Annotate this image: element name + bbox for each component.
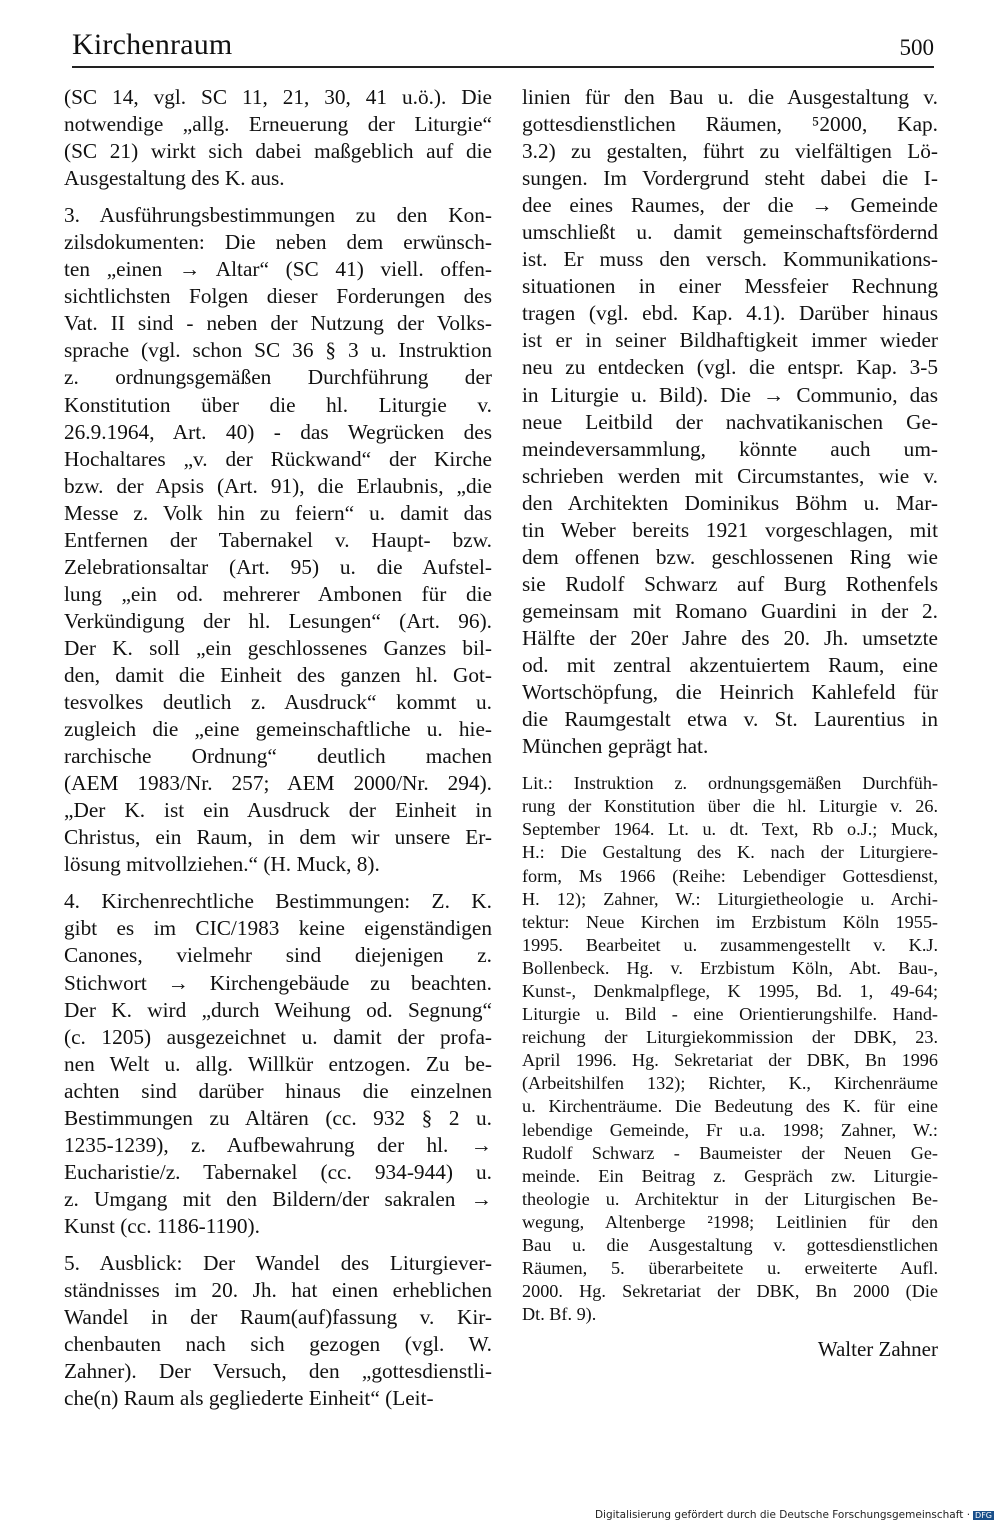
literature-line: 2000. Hg. Sekretariat der DBK, Bn 2000 (Die [522,1281,938,1302]
literature-line: H.: Die Gestaltung des K. nach der Liturgiere- [522,842,938,863]
text-line: gottesdienstlichen Räumen, ⁵2000, Kap. [522,112,938,137]
text-line: situationen in einer Messfeier Rechnung [522,274,938,299]
text-line: dem offenen bzw. geschlossenen Ring wie [522,544,938,569]
text-line: meindeversammlung, könnte auch um- [522,436,938,461]
text-line: Hälfte der 20er Jahre des 20. Jh. umsetzte [522,625,938,650]
text-line: sungen. Im Vordergrund steht dabei die I- [522,166,938,191]
text-line: Der K. wird „durch Weihung od. Segnung“ [64,997,492,1022]
paragraph-gap [64,192,492,202]
literature-line: (Arbeitshilfen 132); Richter, K., Kirchenräume [522,1073,938,1094]
page-number: 500 [899,35,934,60]
text-line: z. Umgang mit den Bildern/der sakralen → [64,1186,492,1211]
text-line: che(n) Raum als gegliederte Einheit“ (Leit- [64,1386,434,1411]
text-line: ist. Er muss den versch. Kommunikations- [522,247,938,272]
text-line: Kunst (cc. 1186-1190). [64,1213,260,1238]
text-line: tin Weber bereits 1921 vorgeschlagen, mit [522,517,938,542]
text-line: sprache (vgl. schon SC 36 § 3 u. Instruktion [64,338,492,363]
paragraph-gap [64,878,492,888]
text-line: (SC 21) wirkt sich dabei maßgeblich auf die [64,139,492,164]
text-line: Christus, ein Raum, in dem wir unsere Er- [64,825,492,850]
left-column [64,84,492,1412]
footer-credit [595,1509,994,1521]
text-line: gemeinsam mit Romano Guardini in der 2. [522,598,938,623]
literature-line: Bollenbeck. Hg. v. Erzbistum Köln, Abt. Bau-, [522,957,938,978]
text-line: linien für den Bau u. die Ausgestaltung v. [522,85,938,109]
right-column-body [522,84,938,760]
literature-line: September 1964. Lt. u. dt. Text, Rb o.J.; Muck, [522,819,938,840]
footer-text: Digitalisierung gefördert durch die Deutsche Forschungsgemeinschaft · [594,1509,971,1521]
text-line: Eucharistie/z. Tabernakel (cc. 934-944) u. [64,1159,492,1184]
text-line: tesvolkes deutlich z. Ausdruck“ kommt u. [64,690,492,715]
text-line: lösung mitvollziehen.“ (H. Muck, 8). [64,852,380,877]
text-line: den Architekten Dominikus Böhm u. Mar- [522,490,938,515]
text-line: umschließt u. damit gemeinschaftsfördernd [522,220,938,245]
text-line: Ausgestaltung des K. aus. [64,166,285,191]
text-line: achten sind darüber hinaus die einzelnen [64,1078,492,1103]
text-line: ten „einen → Altar“ (SC 41) viell. offen- [64,257,492,282]
text-line: notwendige „allg. Erneuerung der Liturgie“ [64,112,492,137]
text-line: chenbauten nach sich gezogen (vgl. W. [64,1332,492,1357]
text-line: Vat. II sind - neben der Nutzung der Volks- [64,311,492,336]
text-line: bzw. der Apsis (Art. 91), die Erlaubnis, „die [64,473,492,498]
text-line: rarchische Ordnung“ deutlich machen [64,744,492,769]
literature-line: meinde. Ein Beitrag z. Gespräch zw. Liturgie- [522,1165,938,1186]
text-line: die Raumgestalt etwa v. St. Laurentius in [522,707,938,732]
literature-line: Kunst-, Denkmalpflege, K 1995, Bd. 1, 49-64; [522,981,938,1002]
text-line: ständnisses im 20. Jh. hat einen erheblichen [64,1278,492,1303]
literature-line: u. Kirchenträume. Die Bedeutung des K. für eine [522,1096,938,1117]
literature-line: April 1996. Hg. Sekretariat der DBK, Bn 1996 [522,1050,938,1071]
literature-line: rung der Konstitution über die hl. Liturgie v. 26. [522,796,938,817]
text-line: sie Rudolf Schwarz auf Burg Rothenfels [522,571,938,596]
text-line: in Liturgie u. Bild). Die → Communio, das [522,382,938,407]
text-line: (SC 14, vgl. SC 11, 21, 30, 41 u.ö.). Die [64,85,492,109]
dfg-badge: DFG [975,1511,992,1520]
text-line: gibt es im CIC/1983 keine eigenständigen [64,916,492,941]
text-line: 26.9.1964, Art. 40) - das Wegrücken des [64,419,492,444]
text-line: „Der K. ist ein Ausdruck der Einheit in [64,798,492,823]
page-title: Kirchenraum [72,28,233,61]
literature-line: reichung der Liturgiekommission der DBK, 23. [522,1027,938,1048]
right-column [522,84,938,1363]
running-header [72,26,934,68]
text-line: Canones, vielmehr sind diejenigen z. [64,943,492,968]
text-line: 1235-1239), z. Aufbewahrung der hl. → [64,1132,492,1157]
literature-line: tektur: Neue Kirchen im Erzbistum Köln 1955- [522,911,938,932]
text-line: dee eines Raumes, der die → Gemeinde [522,193,938,218]
text-line: Zelebrationsaltar (Art. 95) u. die Aufstel- [64,554,492,579]
text-line: den, damit die Einheit des ganzen hl. Got- [64,662,492,687]
text-line: od. mit zentral akzentuiertem Raum, eine [522,652,938,677]
text-line: 3.2) zu gestalten, führt zu vielfältigen Lö- [522,139,938,164]
literature-line: Räumen, 5. überarbeitete u. erweiterte Aufl. [522,1258,938,1279]
text-line: sichtlichsten Folgen dieser Forderungen des [64,284,492,309]
text-line: 5. Ausblick: Der Wandel des Liturgiever- [64,1250,492,1275]
text-line: Der K. soll „ein geschlossenes Ganzes bil- [64,635,492,660]
literature-line: Lit.: Instruktion z. ordnungsgemäßen Durchfüh- [522,773,938,794]
text-line: Konstitution über die hl. Liturgie v. [64,392,492,417]
literature-line: Dt. Bf. 9). [522,1304,597,1325]
literature-line: Liturgie u. Bild - eine Orientierungshilfe. Hand- [522,1004,938,1025]
text-line: Messe z. Volk hin zu feiern“ u. damit das [64,500,492,525]
literature-section [522,772,938,1326]
text-line: Stichwort → Kirchengebäude zu beachten. [64,970,492,995]
text-line: lung „ein od. mehrerer Ambonen für die [64,581,492,606]
text-line: nen Welt u. allg. Willkür entzogen. Zu be- [64,1051,492,1076]
text-line: Wortschöpfung, die Heinrich Kahlefeld für [522,680,938,705]
text-line: tragen (vgl. ebd. Kap. 4.1). Darüber hinaus [522,301,938,326]
text-line: schrieben werden mit Circumstantes, wie v. [522,463,938,488]
text-line: ist er in seiner Bildhaftigkeit immer wieder [522,328,938,353]
literature-line: theologie u. Architektur in der Liturgischen Be- [522,1188,938,1209]
literature-line: form, Ms 1966 (Reihe: Lebendiger Gottesdienst, [522,865,938,886]
paragraph-gap [64,1240,492,1250]
text-line: Bestimmungen zu Altären (cc. 932 § 2 u. [64,1105,492,1130]
text-line: Wandel in der Raum(auf)fassung v. Kir- [64,1305,492,1330]
text-line: 4. Kirchenrechtliche Bestimmungen: Z. K. [64,889,492,914]
text-line: Verkündigung der hl. Lesungen“ (Art. 96). [64,608,492,633]
literature-line: 1995. Bearbeitet u. zusammengestellt v. K.J. [522,934,938,955]
text-line: zilsdokumenten: Die neben dem erwünsch- [64,230,492,255]
text-line: (c. 1205) ausgezeichnet u. damit der profa- [64,1024,492,1049]
text-line: München geprägt hat. [522,734,709,759]
text-line: Zahner). Der Versuch, den „gottesdienstli- [64,1359,492,1384]
text-line: z. ordnungsgemäßen Durchführung der [64,365,492,390]
text-line: Entfernen der Tabernakel v. Haupt- bzw. [64,527,492,552]
text-line: neue Leitbild der nachvatikanischen Ge- [522,409,938,434]
literature-line: Bau u. die Ausgestaltung v. gottesdienstlichen [522,1235,938,1256]
text-line: neu zu entdecken (vgl. die entspr. Kap. 3-5 [522,355,938,380]
text-line: Hochaltares „v. der Rückwand“ der Kirche [64,446,492,471]
text-line: 3. Ausführungsbestimmungen zu den Kon- [64,203,492,228]
literature-line: lebendige Gemeinde, Fr u.a. 1998; Zahner, W.: [522,1119,938,1140]
text-line: zugleich die „eine gemeinschaftliche u. hie- [64,717,492,742]
literature-line: H. 12); Zahner, W.: Liturgietheologie u. Archi- [522,888,938,909]
author-signature: Walter Zahner [817,1337,938,1362]
literature-line: wegung, Altenberge ²1998; Leitlinien für den [522,1211,938,1232]
text-line: (AEM 1983/Nr. 257; AEM 2000/Nr. 294). [64,771,492,796]
literature-line: Rudolf Schwarz - Baumeister der Neuen Ge- [522,1142,938,1163]
